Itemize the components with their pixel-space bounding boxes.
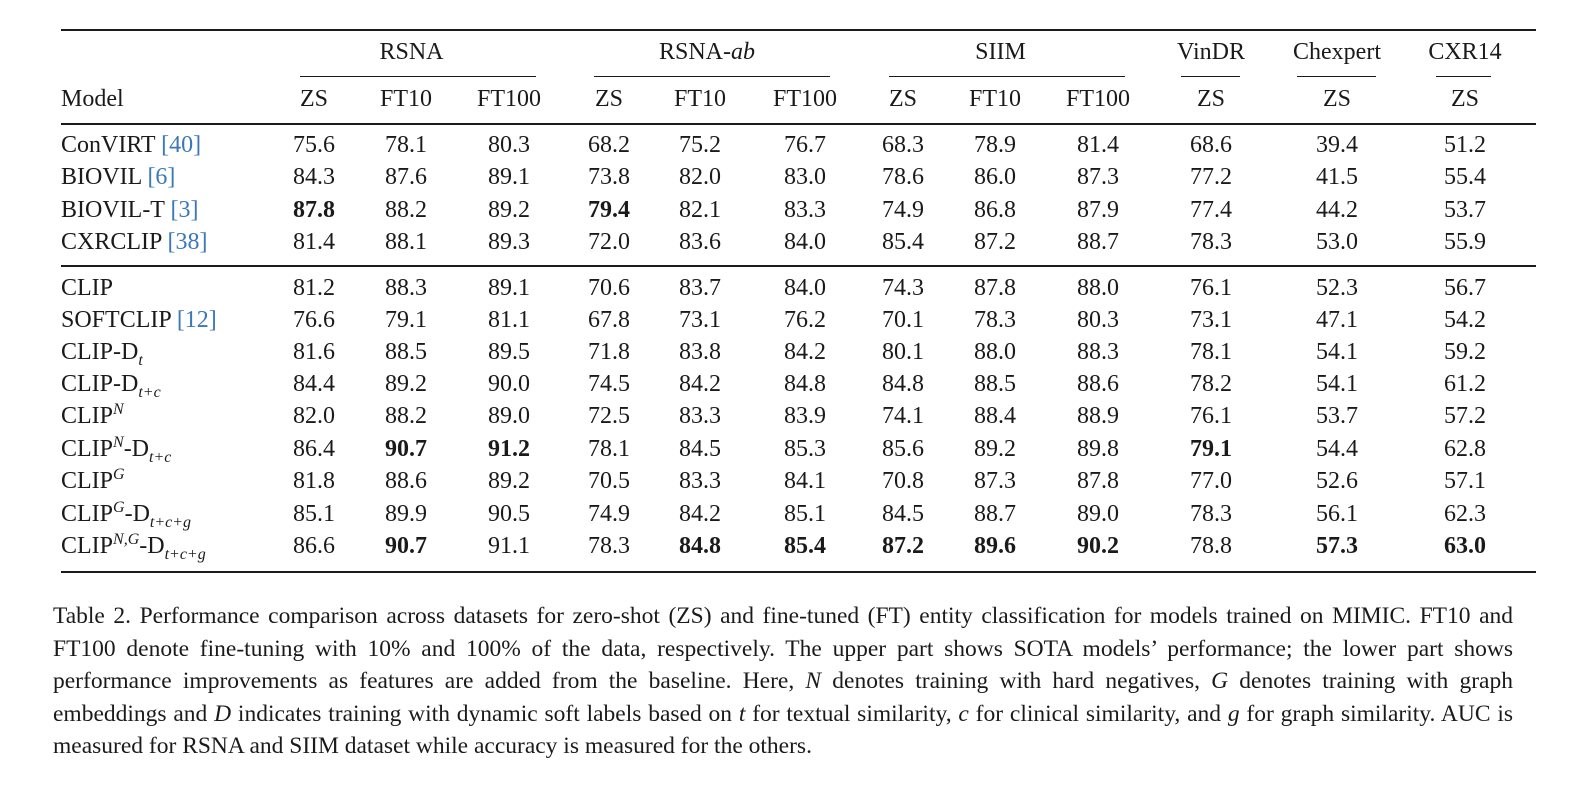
table-cell: 73.8 (588, 164, 630, 190)
table-cell: 62.3 (1444, 501, 1486, 527)
caption-text: for graph similarity. AUC is measured for RSNA and SIIM dataset while accuracy is measured for the others. (53, 700, 1514, 759)
table-cell: 84.2 (679, 371, 721, 397)
model-name (61, 195, 199, 225)
table-cell: 78.6 (882, 164, 924, 190)
column-subheader: ZS (888, 86, 918, 112)
citation-link[interactable]: [40] (161, 132, 202, 158)
table-cell: 90.2 (1077, 533, 1119, 559)
model-name (61, 162, 175, 192)
table-cell: 84.4 (293, 371, 335, 397)
table-cell: 74.9 (588, 501, 630, 527)
table-cell: 88.5 (385, 339, 427, 365)
table-cell: 57.2 (1444, 403, 1486, 429)
table-cell: 59.2 (1444, 339, 1486, 365)
table-cell: 78.9 (974, 132, 1016, 158)
table-cell: 68.3 (882, 132, 924, 158)
table-cell: 76.1 (1190, 275, 1232, 301)
caption-text: indicates training with dynamic soft labels based on (231, 700, 739, 727)
caption-text: denotes training with hard negatives, (821, 668, 1212, 694)
model-name-superscript: G (113, 466, 125, 483)
table-cell: 56.7 (1444, 275, 1486, 301)
table-cell: 89.3 (488, 229, 530, 255)
table-cell: 87.6 (385, 164, 427, 190)
table-cell: 80.3 (488, 132, 530, 158)
model-name (61, 305, 217, 335)
column-subheader: ZS (1322, 86, 1352, 112)
model-name-superscript: N (113, 434, 124, 451)
table-cell: 84.1 (784, 468, 826, 494)
column-subheader: FT10 (673, 86, 727, 112)
table-cell: 88.1 (385, 229, 427, 255)
table-cell: 75.6 (293, 132, 335, 158)
table-cell: 51.2 (1444, 132, 1486, 158)
caption-text: for clinical similarity, and (968, 700, 1228, 727)
group-underline (1436, 76, 1491, 77)
table-cell: 83.9 (784, 403, 826, 429)
table-cell: 70.6 (588, 275, 630, 301)
table-cell: 74.3 (882, 275, 924, 301)
table-cell: 84.3 (293, 164, 335, 190)
model-name-subscript: t+c (149, 448, 172, 466)
table-cell: 81.8 (293, 468, 335, 494)
table-cell: 72.0 (588, 229, 630, 255)
model-name-text: BIOVIL-T (61, 197, 171, 223)
table-cell: 39.4 (1316, 132, 1358, 158)
table-cell: 88.7 (1077, 229, 1119, 255)
table-cell: 61.2 (1444, 371, 1486, 397)
table-cell: 83.0 (784, 164, 826, 190)
column-subheader: FT100 (772, 86, 838, 112)
table-cell: 89.0 (488, 403, 530, 429)
group-header-label: Chexpert (1293, 39, 1381, 65)
caption-math-symbol: D (214, 700, 232, 727)
table-cell: 78.1 (385, 132, 427, 158)
table-cell: 85.4 (784, 533, 826, 559)
table-cell: 54.4 (1316, 436, 1358, 462)
table-cell: 78.3 (1190, 501, 1232, 527)
table-cell: 75.2 (679, 132, 721, 158)
citation-link[interactable]: [38] (167, 229, 208, 255)
table-cell: 88.4 (974, 403, 1016, 429)
model-name-superscript: G (113, 499, 125, 516)
table-cell: 71.8 (588, 339, 630, 365)
table-cell: 84.0 (784, 229, 826, 255)
table-cell: 80.1 (882, 339, 924, 365)
table-cell: 78.1 (1190, 339, 1232, 365)
group-header (1177, 37, 1245, 67)
table-cell: 52.6 (1316, 468, 1358, 494)
table-cell: 88.6 (385, 468, 427, 494)
group-underline (1297, 76, 1376, 77)
model-name-text: BIOVIL (61, 164, 148, 190)
model-name (61, 273, 113, 303)
model-name-superscript: N (113, 401, 124, 418)
model-name-subscript: t+c (138, 383, 161, 401)
caption-text: for textual similarity, (745, 700, 959, 727)
group-underline (300, 76, 536, 77)
table-cell: 88.2 (385, 197, 427, 223)
table-cell: 82.1 (679, 197, 721, 223)
model-name-suffix: -D (124, 501, 150, 527)
table-cell: 88.3 (385, 275, 427, 301)
table-cell: 87.2 (974, 229, 1016, 255)
table-cell: 54.1 (1316, 371, 1358, 397)
table-cell: 68.2 (588, 132, 630, 158)
table-cell: 70.5 (588, 468, 630, 494)
table-cell: 82.0 (679, 164, 721, 190)
table-cell: 84.2 (679, 501, 721, 527)
table-cell: 47.1 (1316, 307, 1358, 333)
table-cell: 79.4 (588, 197, 630, 223)
caption-math-symbol: G (1211, 668, 1229, 694)
table-cell: 84.5 (882, 501, 924, 527)
table-cell: 89.6 (974, 533, 1016, 559)
table-cell: 84.0 (784, 275, 826, 301)
model-name (61, 434, 171, 464)
table-cell: 89.2 (488, 468, 530, 494)
table-cell: 89.5 (488, 339, 530, 365)
table-cell: 87.2 (882, 533, 924, 559)
table-cell: 78.8 (1190, 533, 1232, 559)
table-cell: 78.3 (974, 307, 1016, 333)
caption-math-symbol: g (1227, 700, 1240, 727)
model-name-suffix: -D (123, 436, 150, 462)
table-cell: 89.2 (488, 197, 530, 223)
table-cell: 77.4 (1190, 197, 1232, 223)
table-cell: 90.7 (385, 533, 427, 559)
table-cell: 85.1 (293, 501, 335, 527)
model-name-text: CLIP (61, 468, 114, 494)
table-cell: 78.2 (1190, 371, 1232, 397)
table-cell: 87.8 (1077, 468, 1119, 494)
table-cell: 83.8 (679, 339, 721, 365)
table-cell: 56.1 (1316, 501, 1358, 527)
table-cell: 74.9 (882, 197, 924, 223)
group-header-suffix: ab (731, 39, 756, 65)
table-cell: 72.5 (588, 403, 630, 429)
table-cell: 79.1 (385, 307, 427, 333)
table-cell: 77.2 (1190, 164, 1232, 190)
table-cell: 57.3 (1316, 533, 1358, 559)
model-name-text: SOFTCLIP (61, 307, 177, 333)
group-underline (889, 76, 1125, 77)
table-cell: 84.8 (784, 371, 826, 397)
model-name (61, 531, 206, 561)
model-name-text: CLIP (61, 501, 114, 527)
column-subheader: FT10 (379, 86, 433, 112)
caption-math-symbol: N (805, 668, 822, 694)
group-underline (1181, 76, 1240, 77)
model-name (61, 227, 207, 257)
table-cell: 89.9 (385, 501, 427, 527)
caption-text: denotes training with graph embeddings and (53, 668, 1513, 727)
model-name-text: ConVIRT (61, 132, 162, 158)
group-underline (594, 76, 830, 77)
table-cell: 88.2 (385, 403, 427, 429)
table-cell: 86.4 (293, 436, 335, 462)
table-cell: 84.8 (882, 371, 924, 397)
caption-text: Table 2. Performance comparison across datasets for zero-shot (ZS) and fine-tuned (FT) entity classification for models trained on MIMIC. FT10 and FT100 denote fine-tuning with 10% and 100% of the data, respectively. The upper part shows SOTA models’ performance; the lower part shows performance improvements as features are added from the baseline. Here, (53, 603, 1513, 694)
group-header (379, 37, 443, 67)
table-cell: 83.3 (679, 468, 721, 494)
table-cell: 90.5 (488, 501, 530, 527)
table-cell: 88.0 (1077, 275, 1119, 301)
table-cell: 87.8 (293, 197, 335, 223)
table-cell: 87.9 (1077, 197, 1119, 223)
model-name (61, 130, 201, 160)
table-cell: 82.0 (293, 403, 335, 429)
table-bottom-rule (61, 571, 1536, 573)
table-cell: 89.1 (488, 164, 530, 190)
table-cell: 55.9 (1444, 229, 1486, 255)
table-cell: 88.7 (974, 501, 1016, 527)
table-cell: 86.0 (974, 164, 1016, 190)
table-cell: 74.5 (588, 371, 630, 397)
table-cell: 81.1 (488, 307, 530, 333)
table-cell: 85.1 (784, 501, 826, 527)
table-cell: 87.3 (974, 468, 1016, 494)
table-top-rule (61, 29, 1536, 31)
table-cell: 83.6 (679, 229, 721, 255)
citation-link[interactable]: [6] (147, 164, 176, 190)
column-subheader: FT100 (476, 86, 542, 112)
table-cell: 70.8 (882, 468, 924, 494)
table-cell: 53.7 (1444, 197, 1486, 223)
table-cell: 67.8 (588, 307, 630, 333)
model-name-text: CLIP (61, 436, 114, 462)
table-cell: 85.4 (882, 229, 924, 255)
table-cell: 77.0 (1190, 468, 1232, 494)
table-cell: 86.8 (974, 197, 1016, 223)
table-cell: 78.1 (588, 436, 630, 462)
model-name-superscript: N,G (113, 531, 140, 548)
table-cell: 78.3 (588, 533, 630, 559)
table-caption (53, 600, 1513, 763)
model-name-text: CLIP-D (61, 371, 139, 397)
column-subheader: ZS (299, 86, 329, 112)
column-subheader: FT100 (1065, 86, 1131, 112)
table-cell: 79.1 (1190, 436, 1232, 462)
table-cell: 78.3 (1190, 229, 1232, 255)
model-name-text: CLIP (61, 403, 114, 429)
table-cell: 81.4 (1077, 132, 1119, 158)
table-cell: 88.5 (974, 371, 1016, 397)
table-cell: 90.7 (385, 436, 427, 462)
table-cell: 87.8 (974, 275, 1016, 301)
model-name-text: CXRCLIP (61, 229, 168, 255)
column-subheader: ZS (1196, 86, 1226, 112)
table-header-rule (61, 123, 1536, 125)
group-header (659, 37, 755, 67)
group-header-label: CXR14 (1428, 39, 1502, 65)
model-name (61, 466, 125, 496)
table-cell: 84.8 (679, 533, 721, 559)
table-cell: 91.1 (488, 533, 530, 559)
table-cell: 54.2 (1444, 307, 1486, 333)
model-name (61, 337, 143, 367)
table-cell: 81.6 (293, 339, 335, 365)
model-name-text: CLIP-D (61, 339, 139, 365)
table-cell: 81.4 (293, 229, 335, 255)
table-cell: 74.1 (882, 403, 924, 429)
table-cell: 88.6 (1077, 371, 1119, 397)
table-cell: 63.0 (1444, 533, 1486, 559)
table-cell: 89.2 (974, 436, 1016, 462)
table-cell: 88.9 (1077, 403, 1119, 429)
table-cell: 44.2 (1316, 197, 1358, 223)
model-name-text: CLIP (61, 275, 114, 301)
group-header (1428, 37, 1501, 67)
table-cell: 70.1 (882, 307, 924, 333)
table-cell: 85.3 (784, 436, 826, 462)
group-header-label: VinDR (1177, 39, 1245, 65)
table-cell: 76.6 (293, 307, 335, 333)
table-cell: 73.1 (679, 307, 721, 333)
table-cell: 52.3 (1316, 275, 1358, 301)
table-cell: 89.8 (1077, 436, 1119, 462)
group-header (1293, 37, 1381, 67)
model-name (61, 401, 124, 431)
citation-link[interactable]: [12] (176, 307, 217, 333)
model-name-subscript: t+c+g (149, 513, 192, 531)
table-cell: 76.2 (784, 307, 826, 333)
model-name-text: CLIP (61, 533, 114, 559)
table-cell: 84.2 (784, 339, 826, 365)
table-cell: 83.3 (679, 403, 721, 429)
group-header-label: RSNA (379, 39, 444, 65)
caption-math-symbol: t (738, 700, 746, 727)
table-cell: 68.6 (1190, 132, 1232, 158)
model-name-subscript: t (138, 351, 143, 369)
table-cell: 53.0 (1316, 229, 1358, 255)
group-header (975, 37, 1026, 67)
table-cell: 85.6 (882, 436, 924, 462)
column-subheader: FT10 (968, 86, 1022, 112)
table-cell: 76.7 (784, 132, 826, 158)
table-cell: 89.0 (1077, 501, 1119, 527)
model-name (61, 499, 191, 529)
table-cell: 87.3 (1077, 164, 1119, 190)
table-cell: 91.2 (488, 436, 530, 462)
table-cell: 83.7 (679, 275, 721, 301)
table-cell: 86.6 (293, 533, 335, 559)
table-section-rule (61, 265, 1536, 267)
group-header-label: SIIM (975, 39, 1026, 65)
table-cell: 55.4 (1444, 164, 1486, 190)
table-cell: 53.7 (1316, 403, 1358, 429)
table-cell: 57.1 (1444, 468, 1486, 494)
table-cell: 89.2 (385, 371, 427, 397)
table-cell: 81.2 (293, 275, 335, 301)
model-name-subscript: t+c+g (164, 545, 206, 563)
table-cell: 76.1 (1190, 403, 1232, 429)
table-cell: 89.1 (488, 275, 530, 301)
table-cell: 73.1 (1190, 307, 1232, 333)
group-header-label: RSNA- (658, 39, 732, 65)
model-name (61, 369, 161, 399)
table-cell: 84.5 (679, 436, 721, 462)
model-column-header: Model (61, 86, 124, 112)
table-cell: 62.8 (1444, 436, 1486, 462)
model-name-suffix: -D (139, 533, 165, 559)
column-subheader: ZS (1450, 86, 1480, 112)
citation-link[interactable]: [3] (170, 197, 199, 223)
table-cell: 88.0 (974, 339, 1016, 365)
table-cell: 83.3 (784, 197, 826, 223)
caption-math-symbol: c (958, 700, 969, 727)
column-subheader: ZS (594, 86, 624, 112)
table-cell: 88.3 (1077, 339, 1119, 365)
table-cell: 41.5 (1316, 164, 1358, 190)
table-cell: 80.3 (1077, 307, 1119, 333)
table-cell: 90.0 (488, 371, 530, 397)
table-cell: 54.1 (1316, 339, 1358, 365)
